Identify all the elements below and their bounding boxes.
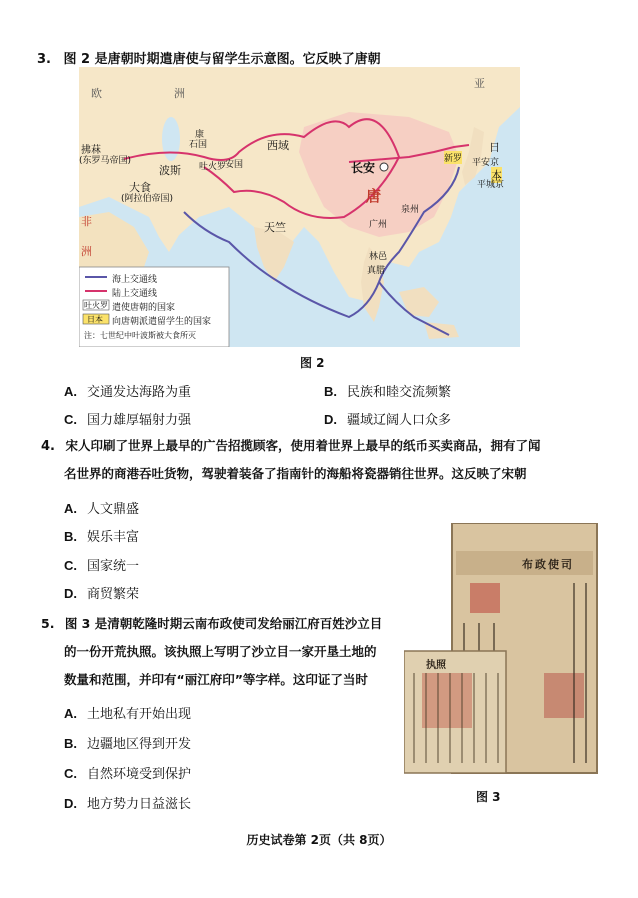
map-label-pingcheng: 平城京	[477, 180, 505, 190]
map-label-shiguo: 石国	[189, 140, 208, 150]
tang-dynasty-map	[79, 67, 520, 347]
map-label-zhou: 洲	[174, 87, 185, 100]
question-5-line-2: 的一份开荒执照。该执照上写明了沙立目一家开垦土地的	[64, 644, 377, 659]
map-label-linyi: 林邑	[369, 252, 388, 262]
legend-envoy-key: 吐火罗	[84, 301, 108, 310]
map-label-xiyu: 西域	[267, 139, 289, 152]
map-label-fulin-sub: (东罗马帝国)	[79, 156, 132, 166]
question-3-number: 3.	[37, 52, 51, 67]
q4-option-d[interactable]: D. 商贸繁荣	[64, 586, 140, 602]
license-header-text: 布政使司	[522, 558, 574, 571]
q4-option-a[interactable]: A. 人文鼎盛	[64, 501, 140, 517]
question-4-line-1: 4. 宋人印刷了世界上最早的广告招揽顾客，使用着世界上最早的纸币买卖商品，拥有了闻	[41, 438, 541, 454]
legend-land-route: 陆上交通线	[112, 289, 158, 299]
question-3-stem	[37, 48, 381, 67]
q3-option-b[interactable]: B. 民族和睦交流频繁	[324, 384, 452, 400]
question-5-line-3: 数量和范围，并印有“丽江府印”等字样。这印证了当时	[64, 672, 368, 687]
map-label-ou: 欧	[91, 87, 102, 100]
map-label-quanzhou: 泉州	[401, 205, 420, 215]
legend-student: 向唐朝派遣留学生的国家	[112, 317, 212, 327]
map-label-tang: 唐	[366, 187, 382, 205]
question-4-line-2: 名世界的商港吞吐货物，驾驶着装备了指南针的海船将瓷器销往世界。这反映了宋朝	[64, 466, 527, 481]
question-5-number: 5.	[41, 616, 55, 631]
map-label-pingan: 平安京	[472, 158, 500, 168]
map-label-ben: 本	[491, 169, 502, 182]
q5-option-d[interactable]: D. 地方势力日益滋长	[64, 796, 192, 812]
map-label-anguo: 安国	[225, 160, 244, 170]
map-label-dashi: 大食	[129, 181, 151, 194]
map-label-ri: 日	[489, 141, 500, 154]
map-label-ya: 亚	[474, 77, 485, 90]
map-label-dashi-sub: (阿拉伯帝国)	[121, 194, 174, 204]
map-label-kang: 康	[195, 130, 205, 140]
map-label-changan: 长安	[351, 161, 376, 175]
q3-option-c[interactable]: C. 国力雄厚辐射力强	[64, 412, 192, 428]
map-label-zhenla: 真腊	[367, 266, 386, 276]
map-label-tianzhu: 天竺	[264, 221, 286, 234]
q5-option-a[interactable]: A. 土地私有开始出现	[64, 706, 192, 722]
license-label-text: 执照	[426, 660, 446, 671]
legend-envoy: 遣使唐朝的国家	[112, 303, 176, 313]
q4-option-c[interactable]: C. 国家统一	[64, 558, 140, 574]
figure-3-caption: 图 3	[476, 790, 501, 804]
page-footer: 历史试卷第 2页（共 8页）	[246, 833, 392, 847]
q5-option-c[interactable]: C. 自然环境受到保护	[64, 766, 192, 782]
map-label-xinluo: 新罗	[444, 151, 462, 164]
question-3-text: 图 2 是唐朝时期遣唐使与留学生示意图。它反映了唐朝	[63, 52, 381, 67]
map-label-tuhuoluo: 吐火罗	[199, 162, 227, 172]
question-4-number: 4.	[41, 439, 55, 454]
map-label-bosi: 波斯	[159, 164, 181, 177]
q5-option-b[interactable]: B. 边疆地区得到开发	[64, 736, 192, 752]
question-5-line-1: 5. 图 3 是清朝乾隆时期云南布政使司发给丽江府百姓沙立目	[41, 616, 383, 631]
map-label-fei: 非	[81, 215, 92, 228]
map-label-zhou2: 洲	[81, 245, 92, 258]
legend-sea-route: 海上交通线	[112, 275, 158, 285]
map-label-guangzhou: 广州	[369, 220, 388, 230]
map-label-fulin: 拂菻	[81, 145, 101, 156]
q4-option-b[interactable]: B. 娱乐丰富	[64, 529, 140, 545]
legend-note: 注：七世纪中叶波斯被大食所灭	[84, 331, 196, 340]
figure-2-caption: 图 2	[300, 356, 325, 370]
q3-option-d[interactable]: D. 疆域辽阔人口众多	[324, 412, 452, 428]
land-license-photo	[404, 523, 599, 781]
q3-option-a[interactable]: A. 交通发达海路为重	[64, 384, 192, 400]
legend-student-key: 日本	[87, 315, 103, 324]
